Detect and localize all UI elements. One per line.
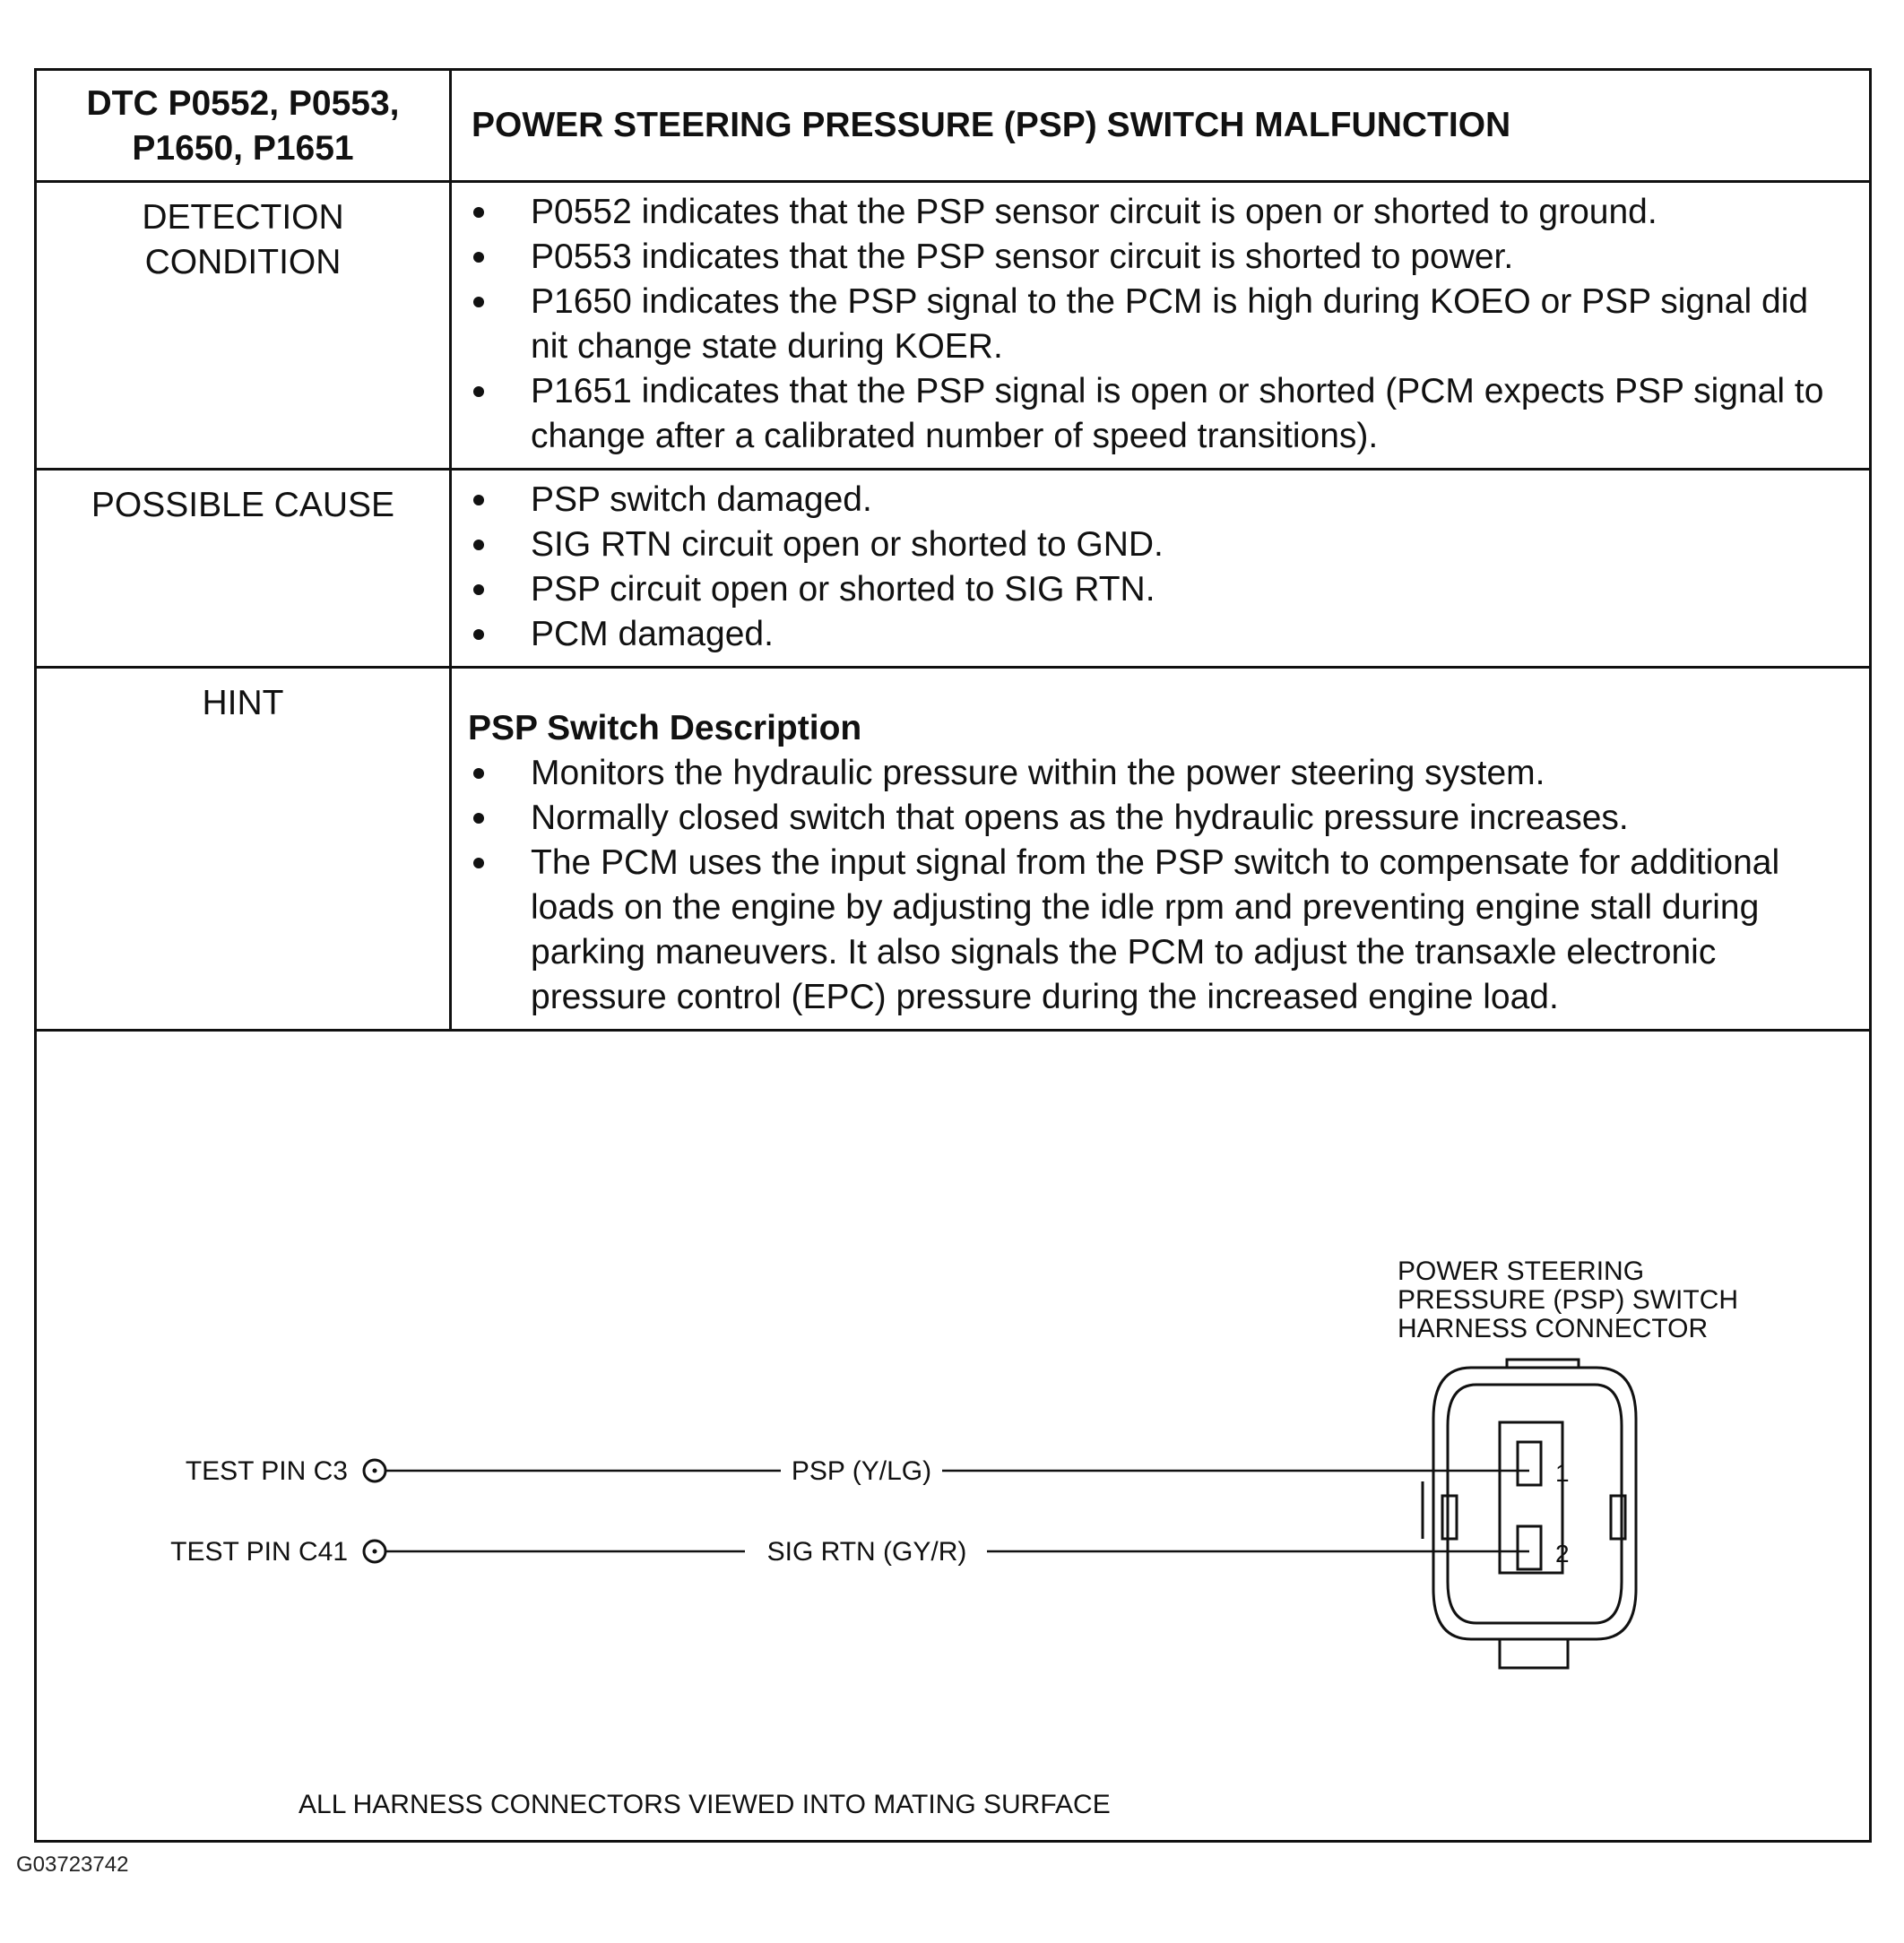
possible-cause-row [37, 470, 1869, 668]
bullet-icon [473, 207, 484, 218]
dtc-title: POWER STEERING PRESSURE (PSP) SWITCH MALFUNCTION [451, 71, 1870, 182]
detection-item-text: P1650 indicates the PSP signal to the PCM is high during KOEO or PSP signal did nit change state during KOER. [531, 282, 1809, 366]
detection-item-text: P0552 indicates that the PSP sensor circuit is open or shorted to ground. [531, 193, 1657, 231]
hint-item-text: The PCM uses the input signal from the PSP switch to compensate for additional loads on the engine by adjusting the idle rpm and preventing engine stall during parking maneuvers. It also signals the PCM to adjust the transaxle electronic pressure control (EPC) pressure during the increased engine load. [531, 843, 1780, 1016]
cause-item-text: SIG RTN circuit open or shorted to GND. [531, 525, 1164, 564]
hint-label: HINT [37, 668, 451, 1031]
connector-label-line2: PRESSURE (PSP) SWITCH [1398, 1285, 1739, 1315]
pin1-number: 1 [1555, 1459, 1570, 1487]
bullet-icon [473, 540, 484, 550]
wiring-diagram [37, 997, 1869, 1840]
list-item [468, 841, 1842, 1020]
hint-list [468, 751, 1842, 1020]
detection-item-text: P0553 indicates that the PSP sensor circuit is shorted to power. [531, 237, 1514, 276]
possible-cause-body [451, 470, 1870, 668]
detection-list [468, 190, 1842, 459]
pin2-wire-label: SIG RTN (GY/R) [766, 1537, 967, 1567]
list-item [468, 369, 1842, 459]
hint-item-text: Monitors the hydraulic pressure within the power steering system. [531, 754, 1545, 792]
dtc-codes-line2: P1650, P1651 [132, 129, 354, 168]
bullet-icon [473, 768, 484, 779]
bullet-icon [473, 629, 484, 640]
bullet-icon [473, 386, 484, 397]
connector-label-line1: POWER STEERING [1398, 1256, 1645, 1286]
hint-subheading: PSP Switch Description [468, 709, 862, 747]
test-pin-c41-dot-icon [373, 1550, 377, 1554]
possible-cause-list [468, 478, 1842, 657]
dtc-table [37, 71, 1869, 1032]
pin2-circuit [170, 1537, 1569, 1567]
wiring-diagram-svg [37, 997, 1869, 1840]
pin1-wire-label: PSP (Y/LG) [791, 1456, 932, 1486]
cause-item-text: PCM damaged. [531, 615, 774, 653]
list-item [468, 567, 1842, 612]
detection-body [451, 182, 1870, 470]
connector-label-line3: HARNESS CONNECTOR [1398, 1314, 1709, 1343]
detection-item-text: P1651 indicates that the PSP signal is open or shorted (PCM expects PSP signal to change after a calibrated number of speed transitions). [531, 372, 1824, 455]
dtc-codes-cell [37, 71, 451, 182]
bullet-icon [473, 297, 484, 307]
hint-row [37, 668, 1869, 1031]
pin1-circuit [186, 1456, 1570, 1487]
list-item [468, 235, 1842, 280]
hint-item-text: Normally closed switch that opens as the hydraulic pressure increases. [531, 799, 1629, 837]
bullet-icon [473, 252, 484, 263]
detection-label-line2: CONDITION [144, 243, 342, 281]
hint-body [451, 668, 1870, 1031]
cause-item-text: PSP switch damaged. [531, 480, 872, 519]
diagram-note: ALL HARNESS CONNECTORS VIEWED INTO MATING SURFACE [299, 1790, 1111, 1819]
bullet-icon [473, 584, 484, 595]
list-item [468, 796, 1842, 841]
possible-cause-label: POSSIBLE CAUSE [37, 470, 451, 668]
header-row [37, 71, 1869, 182]
harness-connector-icon [1423, 1360, 1636, 1668]
list-item [468, 190, 1842, 235]
dtc-codes-line1: DTC P0552, P0553, [86, 84, 400, 123]
list-item [468, 751, 1842, 796]
test-pin-c3-label: TEST PIN C3 [185, 1456, 348, 1486]
list-item [468, 522, 1842, 567]
bullet-icon [473, 813, 484, 824]
cause-item-text: PSP circuit open or shorted to SIG RTN. [531, 570, 1155, 609]
detection-row [37, 182, 1869, 470]
pin2-number: 2 [1555, 1540, 1570, 1567]
bullet-icon [473, 495, 484, 505]
bullet-icon [473, 858, 484, 868]
list-item [468, 280, 1842, 369]
dtc-sheet [34, 68, 1872, 1843]
test-pin-c41-label: TEST PIN C41 [170, 1537, 348, 1567]
test-pin-c3-dot-icon [373, 1469, 377, 1473]
list-item [468, 478, 1842, 522]
figure-id: G03723742 [16, 1852, 129, 1877]
detection-label-line1: DETECTION [142, 198, 344, 237]
list-item [468, 612, 1842, 657]
detection-label-cell [37, 182, 451, 470]
